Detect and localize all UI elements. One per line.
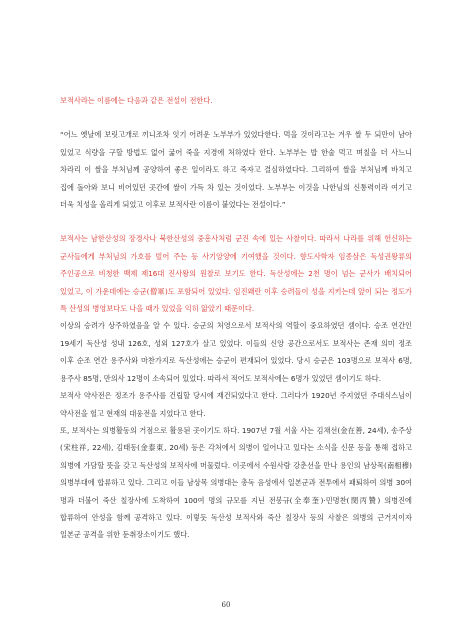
page-number: 60 <box>221 601 231 609</box>
intro-paragraph <box>60 92 412 109</box>
history-paragraph-4: 또, 보적사는 의병활동의 거점으로 활용된 곳이기도 하다. 1907년 7월 서울 사는 김채선(金在善, 24세), 송주상(宋柱祥, 22세), 김태동(金泰東, 20세) 등은 각처에서 의병이 일어나고 있다는 소식을 신문 등을 통해 접하고 의병에 가담할 뜻을 갖고 독산성의 보적사에 머물렀다. 이곳에서 수원사람 강춘선을 만나 용인의 남상목(南相穆) 의병부대에 합류하고 있다. 그리고 이들 남상목 의병대는 총독 음성에서 일본군과 전투에서 패퇴하여 의병 30여 명과 더불어 죽산 칠장사에 도착하여 100여 명의 규모를 지닌 전봉규(全奉奎)·민명찬(閔丙贊) 의병진에 합류하여 안성을 함께 공격하고 있다. 이렇듯 독산성 보적사와 죽산 칠장사 등의 사찰은 의병의 근거지이자 일본군 공격을 위한 둔취장소이기도 했다. <box>60 425 412 540</box>
history-paragraph-2: 이상의 승려가 상주하였음을 알 수 있다. 승군의 처영으로서 보적사의 역할이 중요하였던 셈이다. 승조 연간인 19세기 독산성 성내 126호, 성외 127호가 살고 있었다. 이들의 신앙 공간으로서도 보적사는 존재 의미 정조 이후 순조 연간 용주사와 마찬가지로 독산성에는 승군이 편재되어 있었다. 당시 승군은 103명으로 보적사 6명, 용주사 85명, 만의사 12명이 소속되어 있었다. 따라서 적어도 보적사에는 6명가 있었던 셈이기도 하다. <box>60 321 412 383</box>
page-content <box>60 92 412 544</box>
history-highlight-text: 보적사는 남한산성의 장경사나 북한산성의 중흥사처럼 군진 속에 있는 사찰이다. 따라서 나라를 위해 헌신하는 군사들에게 부처님의 가호를 빌어 주는 등 사기앙양에 기여했을 것이다. 향도사학자 임종삼은 독성권왕류의 주인공으로 비청한 백제 제16대 진사왕의 원찰로 보기도 한다. 독산성에는 2천 명이 넘는 군사가 배치되어 있었고, 이 가운데에는 승군(僧軍)도 포함되어 있었다. 임진왜란 이후 승려들이 성을 지키는데 앞이 되는 정도가 특 산성의 병영보다도 나을 때가 있었을 익히 앎았기 때문이다. <box>60 234 412 314</box>
history-paragraph-1 <box>60 230 412 317</box>
legend-quote-paragraph: “어느 옛날에 보릿고개로 끼니조차 잇기 어려운 노부부가 있었다한다. 먹을 것이라고는 겨우 쌀 두 되만이 남아 있었고 식량을 구할 방법도 없어 굶어 죽을 지경에 처하였다 한다. 노부부는 밥 한술 먹고 며칠을 더 사느니 차라리 이 쌀을 부처님께 공양하여 좋은 일이라도 하고 죽자고 결심하였다다. 그리하여 쌀을 부처님께 바치고 집에 돌아와 보니 비어있던 곳간에 쌀이 가득 차 있는 것이었다. 노부부는 이것을 나한님의 신통력이라 여기고 더욱 치성을 올리게 되었고 이후로 보적사란 이름이 붙었다는 전설이다.” <box>60 130 412 210</box>
history-paragraph-3: 보적사 약사전은 정조가 용주사를 건립할 당시에 재건되었다고 한다. 그러다가 1920년 주지였던 주대식스님이 약사전을 헐고 현재의 대웅전을 지었다고 한다. <box>60 391 412 418</box>
intro-highlight-text: 보적사라는 이름에는 다음과 같은 전설이 전한다. <box>60 96 213 105</box>
